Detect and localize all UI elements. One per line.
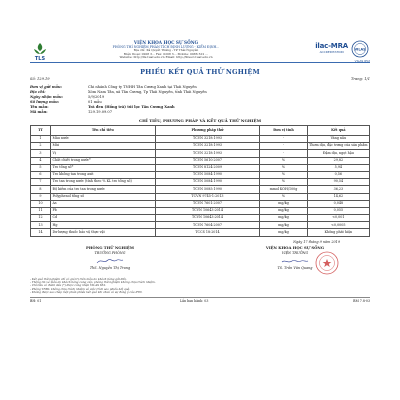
info-label: Ngày nhận mẫu: (30, 95, 63, 99)
table-cell: 8 (31, 186, 51, 193)
table-cell: Hg (50, 222, 155, 229)
table-cell: Tro tổng số* (50, 164, 155, 171)
ilac-mra-sub: ACCREDITATION (319, 50, 344, 54)
tls-logo (30, 41, 50, 61)
table-row (31, 229, 370, 236)
table-header-row (31, 126, 370, 136)
table-row (31, 171, 370, 178)
info-value: Trà đen (Hồng trà) túi lọc Tân Cương Xanh (88, 105, 175, 109)
table-cell: mg/kg (260, 207, 307, 214)
table-cell: 14 (31, 229, 51, 236)
table-cell: 2 (31, 143, 51, 150)
footer-left: BH: 01 (30, 298, 42, 303)
table-row (31, 179, 370, 186)
table-cell: 29,82 (307, 157, 369, 164)
table-row (31, 136, 370, 143)
table-cell: TCVN 5085:1990 (155, 186, 260, 193)
lab-signature-scribble (95, 257, 125, 265)
table-cell: mg/kg (260, 215, 307, 222)
info-value: Chi nhánh Công ty TNHH Tân Cương Xanh tại Thái Nguyên (88, 85, 197, 89)
table-cell: Không phát hiện (307, 229, 369, 236)
table-cell: Vàng nâu (307, 136, 369, 143)
info-value: Xóm Nam Tân, xã Tân Cương, Tp Thái Nguyên, tỉnh Thái Nguyên (88, 90, 207, 94)
issue-date: Ngày 17 tháng 9 năm 2019 (293, 239, 340, 244)
table-cell: Tro không tan trong axit (50, 171, 155, 178)
test-report-page (30, 40, 370, 360)
table-cell: mg/kg (260, 229, 307, 236)
table-row (31, 222, 370, 229)
table-cell: 3 (31, 150, 51, 157)
table-row (31, 200, 370, 207)
table-cell: 0,56 (307, 171, 369, 178)
info-label: Địa chỉ: (30, 90, 46, 94)
table-row (31, 186, 370, 193)
ilac-mra-label: ilac-MRA (315, 42, 348, 50)
results-table (30, 125, 370, 237)
table-cell: 1 (31, 136, 51, 143)
info-value: 5/9/2019 (88, 95, 105, 99)
table-cell: Độ kiềm của tro tan trong nước (50, 186, 155, 193)
table-cell: TCVN 7604:2007 (155, 222, 260, 229)
info-row (30, 110, 370, 115)
lab-signature (60, 245, 160, 270)
table-cell: Vị (50, 150, 155, 157)
table-row (31, 143, 370, 150)
institute-address: Địa chỉ: Xã Quyết Thắng - TP Thái Nguyên (133, 48, 199, 52)
signature-block (30, 245, 370, 277)
institute-name: VIỆN KHOA HỌC SỰ SỐNG (133, 40, 199, 45)
table-cell: TCVN 9745-1:2013 (155, 193, 260, 200)
table-cell: <0,001 (307, 215, 369, 222)
table-cell: 36,23 (307, 186, 369, 193)
vilas-logo-text: VILAS (354, 47, 366, 52)
table-cell: TCVN 10643:2014 (155, 215, 260, 222)
director-role: VIỆN TRƯỞNG (281, 250, 309, 255)
table-cell: <0,0005 (307, 222, 369, 229)
table-row (31, 193, 370, 200)
table-row (31, 150, 370, 157)
table-cell: Pb (50, 207, 155, 214)
table-cell: mg/kg (260, 222, 307, 229)
tls-logo-text: TLS (34, 56, 46, 61)
note-line: - Không được sao chép một phần phiếu kết quả khi chưa có sự đồng ý của PTN. (30, 290, 143, 295)
vilas-number: VILAS 652 (354, 59, 370, 63)
lab-role: TRƯỞNG PHÒNG (94, 250, 126, 255)
table-cell: 10 (31, 200, 51, 207)
table-cell: 13 (31, 222, 51, 229)
institute-contact: Điện thoại: 0208 3... Fax: 0208 3... Mobile: 0986 612 ... (123, 51, 209, 56)
table-cell: 0,048 (307, 200, 369, 207)
info-label: Mã mẫu: (30, 110, 48, 114)
info-label: Số lượng mẫu: (30, 100, 60, 104)
report-number: Số: 129.19 (30, 77, 50, 81)
institute-sign-title: VIỆN KHOA HỌC SỰ SỐNG (265, 244, 325, 250)
table-cell: Polyphenol tổng số (50, 193, 155, 200)
table-cell: Mùi (50, 143, 155, 150)
table-cell: Tro tan trong nước (tính theo % KL tro tổng số) (50, 179, 155, 186)
ilac-mra-logo (315, 42, 348, 58)
director-signature-scribble (280, 257, 310, 265)
institute-signature (230, 245, 360, 270)
table-cell: 4 (31, 157, 51, 164)
table-cell: TCVN 5084:1990 (155, 179, 260, 186)
table-cell: 5,94 (307, 164, 369, 171)
table-cell: TCVN 3218:1993 (155, 143, 260, 150)
table-cell: % (260, 157, 307, 164)
table-header-cell: Phương pháp thử (155, 126, 260, 136)
table-row (31, 157, 370, 164)
table-cell: TCVN 3218:1993 (155, 136, 260, 143)
report-title: PHIẾU KẾT QUẢ THỬ NGHIỆM (140, 68, 260, 76)
lab-title: PHÒNG THỬ NGHIỆM (85, 244, 134, 250)
page-number: Trang: 1/1 (350, 77, 370, 81)
table-cell: 12 (31, 215, 51, 222)
table-cell: As (50, 200, 155, 207)
red-seal-stamp (314, 250, 340, 276)
table-header-cell: Tên chỉ tiêu (50, 126, 155, 136)
table-cell: TCVN 3218:1993 (155, 150, 260, 157)
table-cell: - (260, 136, 307, 143)
department-name: PHÒNG THÍ NGHIỆM PHÂN TÍCH ĐỊNH LƯỢNG - KIỂM ĐỊNH... (112, 45, 220, 49)
note-line: - Phòng TNĐL không chịu trách nhiệm về việc trích sao phiếu kết quả. (30, 286, 131, 291)
institute-block (66, 40, 266, 60)
table-header-cell: Kết quả (307, 126, 369, 136)
info-value: 01 mẫu (88, 100, 102, 104)
table-header-cell: Đơn vị tính (260, 126, 307, 136)
report-footer (30, 297, 370, 305)
table-cell: % (260, 164, 307, 171)
table-cell: TCCS 18:2014 (155, 229, 260, 236)
table-cell: 11 (31, 207, 51, 214)
table-row (31, 164, 370, 171)
table-cell: - (260, 143, 307, 150)
table-cell: 14,62 (307, 193, 369, 200)
info-label: Tên mẫu: (30, 105, 49, 109)
table-cell: TCVN 5610:2007 (155, 157, 260, 164)
director-name: TS. Trần Văn Quang (277, 265, 313, 270)
table-header-cell: TT (31, 126, 51, 136)
report-notes (30, 278, 370, 295)
footer-right: BM 7.8-03 (353, 298, 370, 303)
note-line: - Chỉ tiêu có đánh dấu (*) được công nhận VILAS 652. (30, 283, 107, 288)
table-cell: 5 (31, 164, 51, 171)
table-cell: mmol KOH/100g (260, 186, 307, 193)
table-cell: Chất chiết trong nước* (50, 157, 155, 164)
table-cell: % (260, 171, 307, 178)
table-row (31, 207, 370, 214)
vilas-logo (350, 40, 370, 60)
table-cell: 0,055 (307, 207, 369, 214)
note-line: - Kết quả thử nghiệm chỉ có giá trị trên mẫu do khách hàng gửi đến. (30, 276, 127, 281)
table-cell: 6 (31, 171, 51, 178)
table-cell: Màu nước (50, 136, 155, 143)
table-cell: TCVN 7601:2007 (155, 200, 260, 207)
table-body (31, 136, 370, 237)
info-value: 129.19.09.07 (88, 110, 113, 114)
section-title: CHỈ TIÊU, PHƯƠNG PHÁP VÀ KẾT QUẢ THỬ NGHIỆM (138, 118, 262, 123)
table-cell: % (260, 193, 307, 200)
table-cell: TCVN 10643:2014 (155, 207, 260, 214)
table-cell: % (260, 179, 307, 186)
footer-mid: Lần ban hành: 03 (180, 298, 209, 303)
table-cell: - (260, 150, 307, 157)
note-line: - Thông tin về mẫu do khách hàng cung cấp, phòng thử nghiệm không chịu trách nhiệm. (30, 280, 156, 285)
info-label: Đơn vị gửi mẫu: (30, 85, 62, 89)
institute-web: Website: http://tls.tuaf.edu.vn Email: http://lifesci.tuaf.edu.vn (119, 55, 213, 60)
table-cell: TCVN 5084:1990 (155, 171, 260, 178)
report-header (30, 40, 370, 63)
table-cell: 9 (31, 193, 51, 200)
table-cell: Đậm dịu, ngọt hậu (307, 150, 369, 157)
lab-head-name: ThS. Nguyễn Thị Trang (89, 265, 131, 270)
table-cell: TCVN 8124:2009 (155, 164, 260, 171)
table-cell: Thơm dịu, đặc trưng của sản phẩm (307, 143, 369, 150)
sample-info (30, 85, 370, 115)
table-row (31, 215, 370, 222)
table-cell: 90,54 (307, 179, 369, 186)
table-cell: Cd (50, 215, 155, 222)
table-cell: Dư lượng thuốc bảo vệ thực vật (50, 229, 155, 236)
table-cell: mg/kg (260, 200, 307, 207)
table-cell: 7 (31, 179, 51, 186)
report-number-line (30, 77, 370, 83)
